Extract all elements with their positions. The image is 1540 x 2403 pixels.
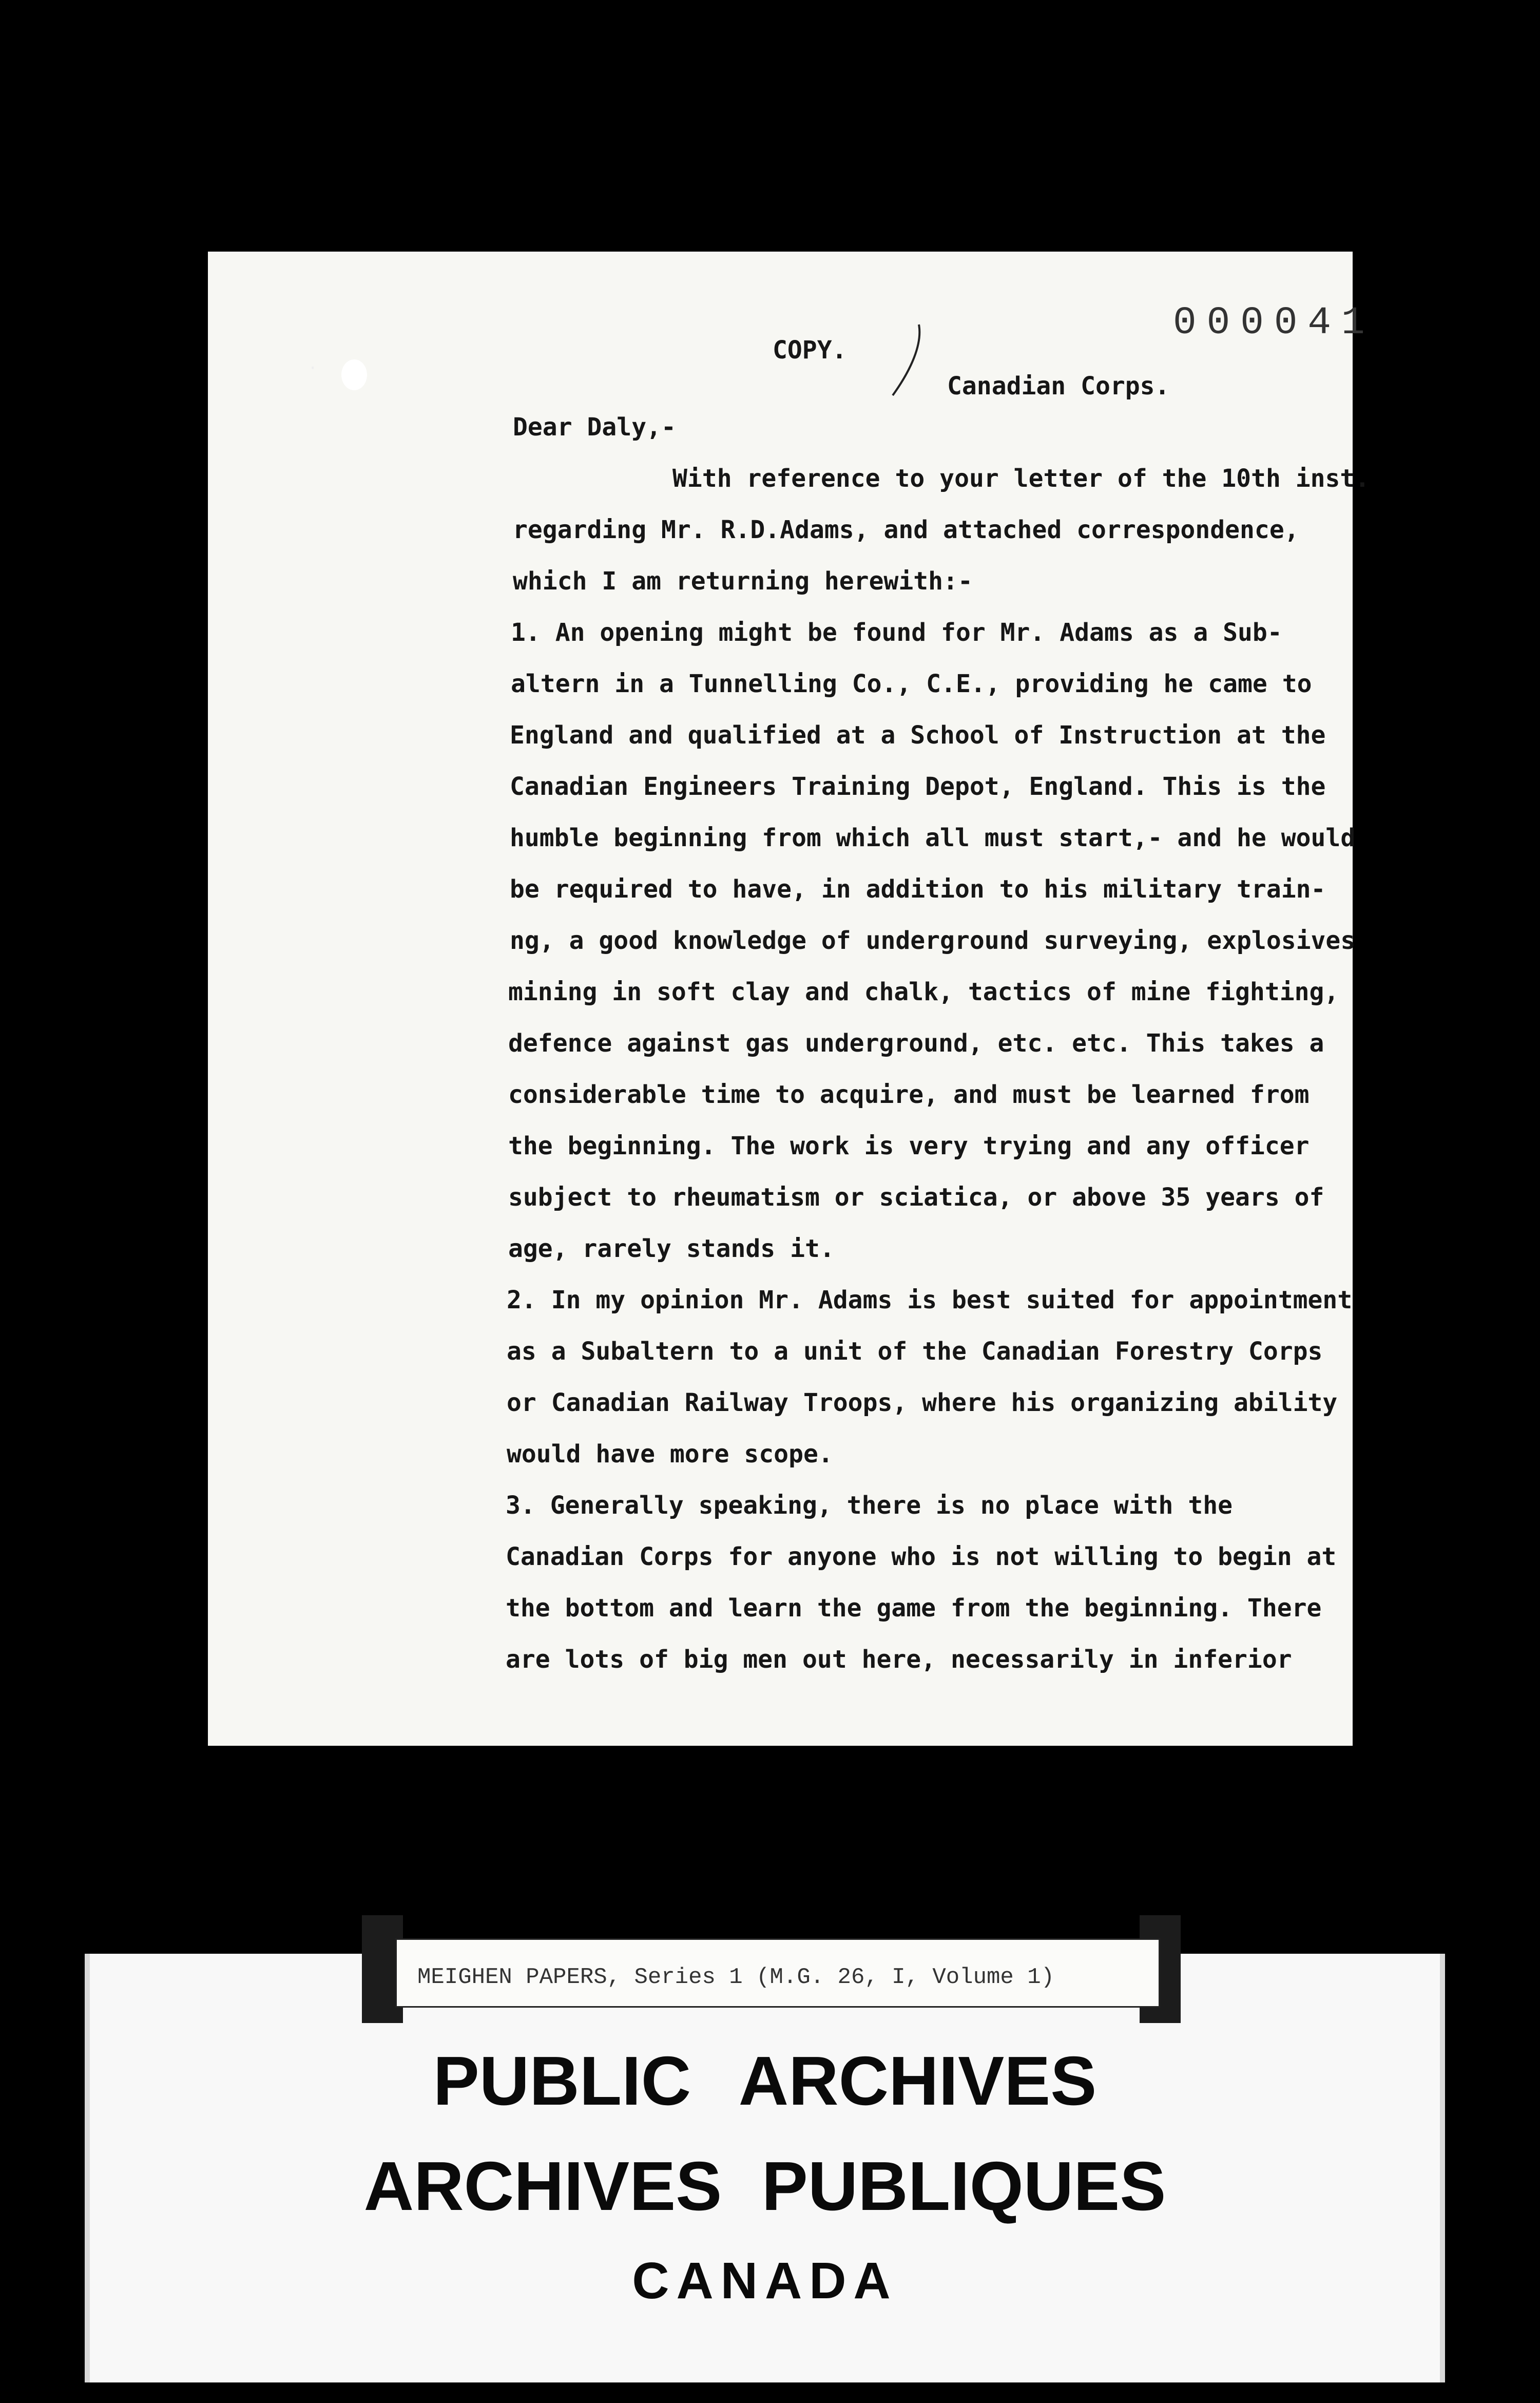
body-line: age, rarely stands it. [508, 1234, 835, 1263]
body-line: or Canadian Railway Troops, where his organizing ability [507, 1388, 1338, 1417]
scan-speck: · [308, 359, 318, 377]
body-line: be required to have, in addition to his military train- [510, 875, 1326, 904]
body-line: would have more scope. [507, 1440, 833, 1468]
body-line: regarding Mr. R.D.Adams, and attached correspondence, [513, 516, 1299, 544]
body-line: considerable time to acquire, and must be learned from [508, 1080, 1310, 1109]
body-line: ng, a good knowledge of underground surveying, explosives [510, 926, 1356, 955]
document-page [208, 252, 1375, 1746]
body-line: which I am returning herewith:- [513, 567, 973, 596]
handwritten-slash-mark [891, 323, 932, 400]
archive-title-french: ARCHIVES PUBLIQUES [363, 2147, 1166, 2225]
archive-title-english: PUBLIC ARCHIVES [433, 2042, 1097, 2120]
body-line: the beginning. The work is very trying and any officer [508, 1132, 1310, 1160]
body-line: humble beginning from which all must start,- and he would [510, 824, 1356, 852]
copy-heading: COPY. [773, 336, 847, 365]
body-line: England and qualified at a School of Instruction at the [510, 721, 1326, 750]
body-line: Canadian Corps for anyone who is not willing to begin at [506, 1542, 1337, 1571]
body-line: mining in soft clay and chalk, tactics of mine fighting, [508, 978, 1339, 1006]
archive-country: CANADA [632, 2252, 898, 2310]
sender-heading: Canadian Corps. [947, 372, 1170, 400]
body-line: With reference to your letter of the 10th inst. [672, 464, 1370, 493]
body-line: altern in a Tunnelling Co., C.E., providing he came to [511, 670, 1312, 698]
body-line: 3. Generally speaking, there is no place with the [506, 1491, 1233, 1520]
series-label: MEIGHEN PAPERS, Series 1 (M.G. 26, I, Volume 1) [395, 1938, 1160, 2008]
punch-hole-mark [341, 359, 367, 390]
body-line: 1. An opening might be found for Mr. Adams as a Sub- [511, 618, 1282, 647]
body-line: Canadian Engineers Training Depot, England. This is the [510, 772, 1326, 801]
salutation: Dear Daly,- [513, 413, 676, 442]
page-number-stamp: 000041 [1173, 301, 1375, 345]
body-line: are lots of big men out here, necessarily in inferior [506, 1645, 1292, 1674]
body-line: 2. In my opinion Mr. Adams is best suited for appointment [507, 1286, 1353, 1314]
body-line: defence against gas underground, etc. etc. This takes a [508, 1029, 1324, 1058]
body-line: the bottom and learn the game from the beginning. There [506, 1594, 1322, 1623]
body-line: as a Subaltern to a unit of the Canadian Forestry Corps [507, 1337, 1323, 1366]
body-line: subject to rheumatism or sciatica, or above 35 years of [508, 1183, 1324, 1212]
